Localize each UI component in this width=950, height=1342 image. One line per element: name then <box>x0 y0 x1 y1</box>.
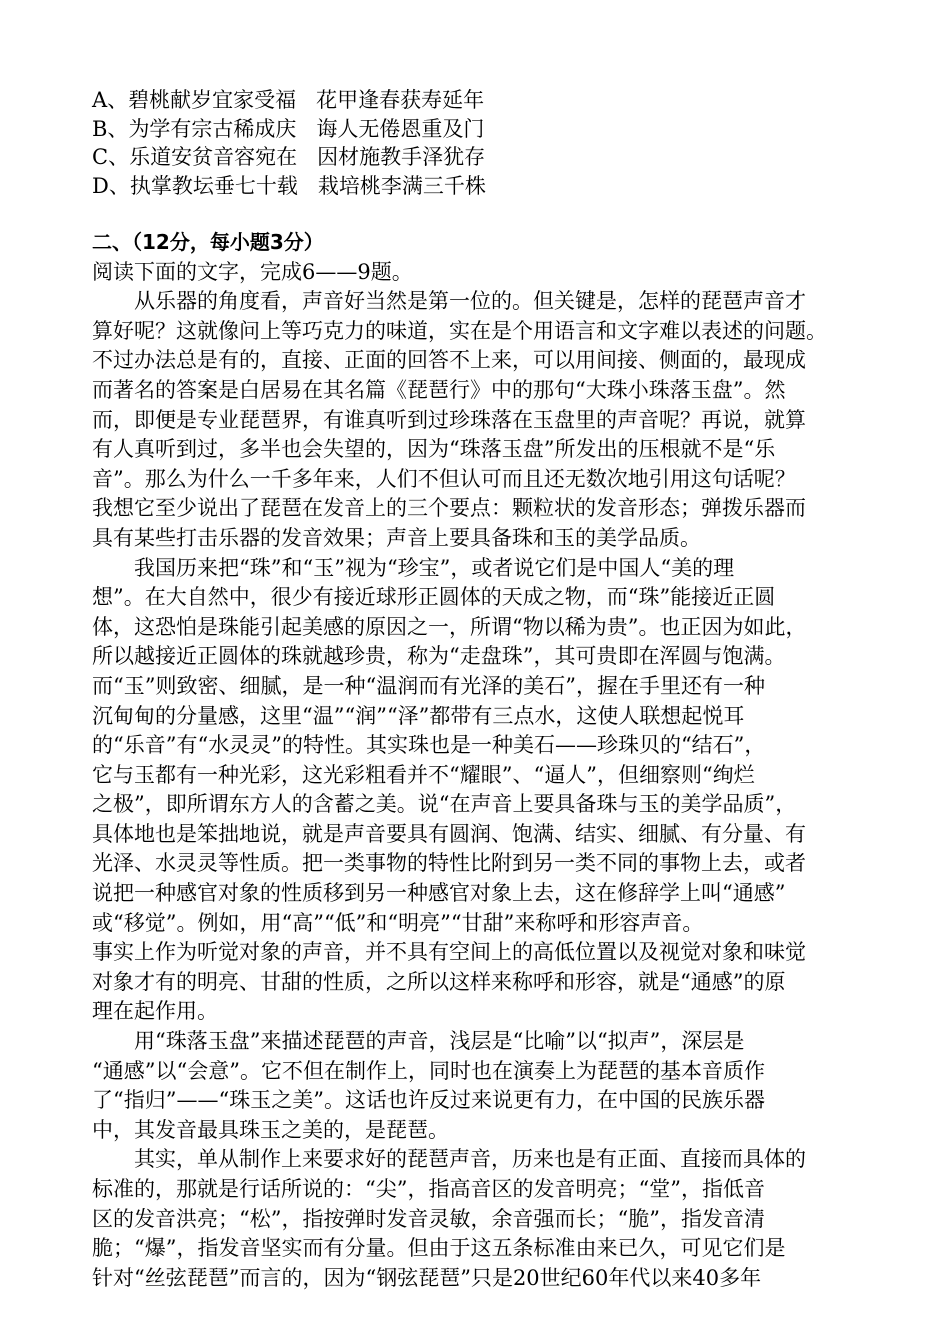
passage-line: 具有某些打击乐器的发音效果；声音上要具备珠和玉的美学品质。 <box>92 525 701 550</box>
passage-line: 而著名的答案是白居易在其名篇《琵琶行》中的那句“大珠小珠落玉盘”。然 <box>92 377 786 402</box>
passage-line: 不过办法总是有的，直接、正面的回答不上来，可以用间接、侧面的，最现成 <box>92 348 806 373</box>
option-right-couplet: 诲人无倦恩重及门 <box>316 116 485 141</box>
passage-line: 了“指归”——“珠玉之美”。这话也许反过来说更有力，在中国的民族乐器 <box>92 1088 765 1113</box>
passage-line: 标准的，那就是行话所说的：“尖”，指高音区的发音明亮；“堂”，指低音 <box>92 1177 765 1201</box>
option-label: D、 <box>92 173 130 198</box>
passage-line: 沉甸甸的分量感，这里“温”“润”“泽”都带有三点水，这使人联想起悦耳 <box>92 703 745 728</box>
option-left-couplet: 执掌教坛垂七十载 <box>129 173 298 198</box>
passage-line: 我国历来把“珠”和“玉”视为“珍宝”，或者说它们是中国人“美的理 <box>134 555 735 580</box>
option-d <box>92 172 852 201</box>
option-a <box>92 86 852 115</box>
option-right-couplet: 栽培桃李满三千株 <box>317 173 486 198</box>
passage-line: 我想它至少说出了琵琶在发音上的三个要点：颗粒状的发音形态；弹拨乐器而 <box>92 496 806 521</box>
passage-line: 理在起作用。 <box>92 999 218 1024</box>
passage-line: 之极”，即所谓东方人的含蓄之美。说“在声音上要具备珠与玉的美学品质”， <box>92 792 797 817</box>
passage-line: 有人真听到过，多半也会失望的，因为“珠落玉盘”所发出的压根就不是“乐 <box>92 437 776 462</box>
section-instruction: 阅读下面的文字，完成6——9题。 <box>92 259 413 284</box>
passage-line: 音”。那么为什么一千多年来，人们不但认可而且还无数次地引用这句话呢？ <box>92 466 796 491</box>
passage-line: 事实上作为听觉对象的声音，并不具有空间上的高低位置以及视觉对象和味觉 <box>92 940 806 965</box>
passage-line: 其实，单从制作上来要求好的琵琶声音，历来也是有正面、直接而具体的 <box>134 1147 806 1172</box>
passage-line: 它与玉都有一种光彩，这光彩粗看并不“耀眼”、“逼人”，但细察则“绚烂 <box>92 762 755 787</box>
passage-line: 而“玉”则致密、细腻，是一种“温润而有光泽的美石”，握在手里还有一种 <box>92 673 765 698</box>
passage-line: 从乐器的角度看，声音好当然是第一位的。但关键是，怎样的琵琶声音才 <box>134 289 806 314</box>
section-title: 二、（12分，每小题3分） <box>92 230 324 254</box>
passage-line: 想”。在大自然中，很少有接近球形正圆体的天成之物，而“珠”能接近正圆 <box>92 585 776 610</box>
answer-options <box>92 86 852 200</box>
option-label: A、 <box>92 88 129 112</box>
passage-line: 的“乐音”有“水灵灵”的特性。其实珠也是一种美石——珍珠贝的“结石”， <box>92 733 766 758</box>
passage-line: 对象才有的明亮、甘甜的性质，之所以这样来称呼和形容，就是“通感”的原 <box>92 969 786 994</box>
option-label: C、 <box>92 145 130 169</box>
option-left-couplet: 碧桃献岁宜家受福 <box>128 88 297 112</box>
passage-line: 说把一种感官对象的性质移到另一种感官对象上去，这在修辞学上叫“通感” <box>92 881 786 906</box>
passage-line: 而，即便是专业琵琶界，有谁真听到过珍珠落在玉盘里的声音呢？再说，就算 <box>92 407 806 432</box>
option-right-couplet: 花甲逢春获寿延年 <box>316 88 485 112</box>
document-page <box>92 86 852 1293</box>
option-c <box>92 143 852 172</box>
reading-passage <box>92 287 852 1293</box>
passage-line: 针对“丝弦琵琶”而言的，因为“钢弦琵琶”只是20世纪60年代以来40多年 <box>92 1265 762 1290</box>
option-b <box>92 115 852 144</box>
option-label: B、 <box>92 116 129 141</box>
passage-line: 具体地也是笨拙地说，就是声音要具有圆润、饱满、结实、细腻、有分量、有 <box>92 821 806 846</box>
option-left-couplet: 乐道安贫音容宛在 <box>129 145 298 169</box>
passage-line: 脆；“爆”，指发音坚实而有分量。但由于这五条标准由来已久，可见它们是 <box>92 1236 786 1261</box>
passage-line: 区的发音洪亮；“松”，指按弹时发音灵敏，余音强而长；“脆”，指发音清 <box>92 1206 765 1231</box>
passage-line: “通感”以“会意”。它不但在制作上，同时也在演奏上为琵琶的基本音质作 <box>92 1058 765 1083</box>
passage-line: 体，这恐怕是珠能引起美感的原因之一，所谓“物以稀为贵”。也正因为如此， <box>92 614 807 639</box>
option-right-couplet: 因材施教手泽犹存 <box>317 145 486 169</box>
passage-line: 或“移觉”。例如，用“高”“低”和“明亮”“甘甜”来称呼和形容声音。 <box>92 910 704 935</box>
passage-line: 中，其发音最具珠玉之美的，是琵琶。 <box>92 1117 449 1142</box>
passage-line: 所以越接近正圆体的珠就越珍贵，称为“走盘珠”，其可贵即在浑圆与饱满。 <box>92 644 786 669</box>
passage-line: 光泽、水灵灵等性质。把一类事物的特性比附到另一类不同的事物上去，或者 <box>92 851 806 876</box>
passage-line: 算好呢？这就像问上等巧克力的味道，实在是个用语言和文字难以表述的问题。 <box>92 318 827 343</box>
option-left-couplet: 为学有宗古稀成庆 <box>128 116 297 141</box>
passage-line: 用“珠落玉盘”来描述琵琶的声音，浅层是“比喻”以“拟声”，深层是 <box>134 1029 745 1054</box>
